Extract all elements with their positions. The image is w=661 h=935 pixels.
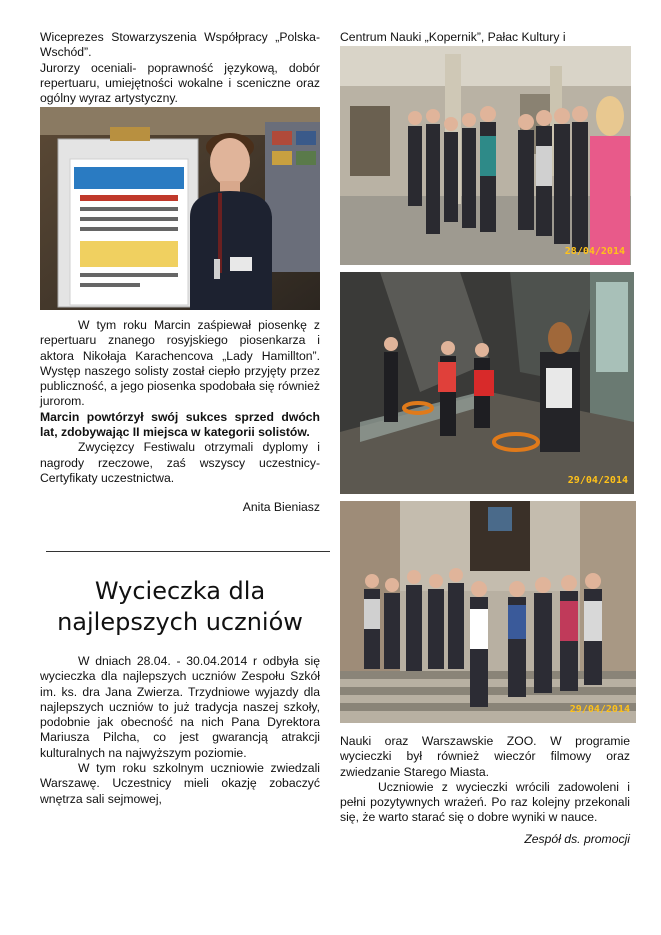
- para-zoo: Nauki oraz Warszawskie ZOO. W programie wycieczki był również wieczór filmowy oraz zwiedzanie Starego Miasta.: [340, 734, 630, 779]
- photo-marcin-graphic: [40, 107, 320, 310]
- para-winners: Zwycięzcy Festiwalu otrzymali dyplomy i nagrody rzeczowe, zaś wszyscy uczestnicy-Certyfikaty uczestnictwa.: [40, 440, 320, 485]
- photo-science-graphic: [340, 272, 634, 494]
- photo-group-hall: [340, 46, 631, 265]
- para-marcin: W tym roku Marcin zaśpiewał piosenkę z repertuaru znanego rosyjskiego piosenkarza i aktora Nikołaja Karachencova „Lady Hamillton”. Występ naszego solisty został ciepło przyjęty przez publiczność, a jego piosenka spodobała się również jurorom.: [40, 318, 320, 409]
- photo-marcin-poster: [40, 107, 320, 310]
- article-para-2: W tym roku szkolnym uczniowie zwiedzali Warszawę. Uczestnicy mieli okazję zobaczyć wnętrza sali sejmowej,: [40, 761, 320, 806]
- left-column-marcin: [40, 318, 320, 514]
- right-column-bottom: [340, 734, 630, 846]
- left-column-article: [40, 654, 320, 807]
- photo-group-stairs: [340, 501, 636, 723]
- photo2-date-stamp: 29/04/2014: [567, 475, 628, 486]
- photo3-date-stamp: 29/04/2014: [569, 704, 630, 715]
- para-return: Uczniowie z wycieczki wrócili zadowoleni i pełni pozytywnych wrażeń. Po raz kolejny przekonali się, że warto starać się o dobre wyniki w nauce.: [340, 779, 630, 825]
- para-marcin-bold: Marcin powtórzył swój sukces sprzed dwóch lat, zdobywając II miejsca w kategorii solistów.: [40, 409, 320, 440]
- section-divider: [46, 551, 330, 552]
- article-para-1: W dniach 28.04. - 30.04.2014 r odbyła się wycieczka dla najlepszych uczniów Zespołu Szkół im. ks. dra Jana Zwierza. Trzydniowe wyjazdy dla najlepszych uczniów to już tradycja naszej szkoły, podobnie jak obecność na nich Pana Dyrektora Mariusza Pilcha, co jest gwarancją atrakcji kulturalnych na najwyższym poziomie.: [40, 654, 320, 760]
- right-column-top: [340, 30, 636, 45]
- photo-science-centre: [340, 272, 634, 494]
- article-title-line-2: najlepszych uczniów: [57, 608, 303, 636]
- left-column: [40, 30, 320, 106]
- intro-line-2: Jurorzy oceniali- poprawność językową, dobór repertuaru, umiejętności wokalne i sceniczne oraz ogólny wyraz artystyczny.: [40, 60, 320, 106]
- article-title-line-1: Wycieczka dla: [94, 577, 266, 605]
- article-title: [34, 576, 326, 638]
- photo-stairs-graphic: [340, 501, 636, 723]
- photo1-date-stamp: 28/04/2014: [564, 246, 625, 257]
- right-top-line: Centrum Nauki „Kopernik”, Pałac Kultury i: [340, 30, 566, 44]
- intro-line-1: Wiceprezes Stowarzyszenia Współpracy „Polska-Wschód”.: [40, 30, 320, 60]
- photo-hall-graphic: [340, 46, 631, 265]
- signature-anita: Anita Bieniasz: [242, 500, 320, 515]
- signature-promo-team: Zespół ds. promocji: [524, 831, 630, 846]
